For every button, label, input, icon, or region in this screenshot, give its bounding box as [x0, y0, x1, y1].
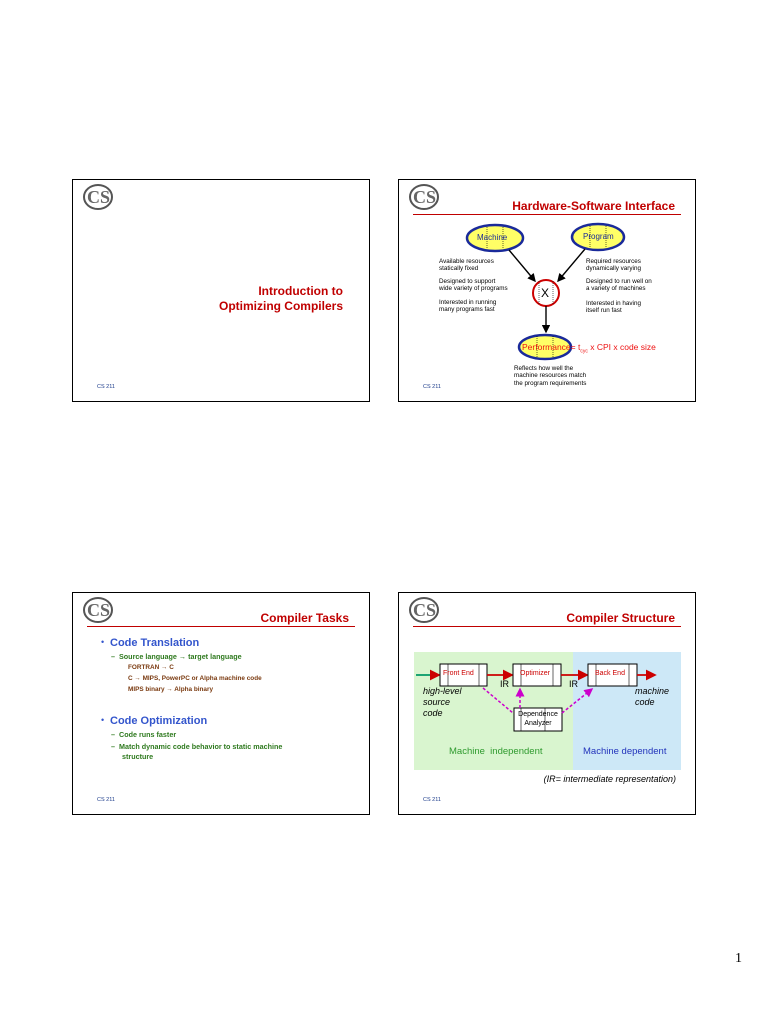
x-label: X	[541, 286, 550, 300]
machine-label: Machine	[477, 233, 508, 242]
ir-label-1: IR	[500, 679, 509, 689]
sub-code-runs-faster: – Code runs faster	[111, 730, 177, 739]
front-end-label: Front End	[443, 670, 474, 677]
bullet-code-translation: Code Translation	[110, 637, 200, 649]
machine-dependent-label: Machine dependent	[583, 746, 667, 757]
slide-footer: CS 211	[97, 384, 115, 390]
svg-text:CS: CS	[413, 600, 437, 620]
translation-item: FORTRAN → C	[128, 664, 174, 671]
bullet-dot: •	[101, 637, 105, 647]
ir-label-2: IR	[569, 679, 578, 689]
slide-introduction	[72, 179, 370, 402]
performance-formula: Performance= $t_{cyc}$ x CPI x code size	[522, 342, 656, 355]
back-end-label: Back End	[595, 670, 625, 677]
optimizer-label: Optimizer	[520, 670, 550, 677]
arrow-icon: →	[164, 686, 175, 693]
bullet-dot: •	[101, 715, 105, 725]
dependence-analyzer-label: Dependence Analyzer	[518, 711, 558, 727]
svg-text:CS: CS	[87, 600, 111, 620]
arrow-icon: →	[176, 652, 189, 661]
slide-title: Introduction to Optimizing Compilers	[218, 284, 343, 313]
slide-compiler-structure	[398, 592, 696, 815]
slide-footer: CS 211	[423, 384, 441, 390]
ir-note: (IR= intermediate representation)	[543, 774, 676, 784]
cs-logo-icon	[81, 595, 115, 625]
svg-text:CS: CS	[87, 187, 111, 207]
slide-title: Compiler Tasks	[260, 611, 349, 625]
bullet-code-optimization: Code Optimization	[110, 715, 208, 727]
translation-item: C → MIPS, PowerPC or Alpha machine code	[128, 675, 262, 682]
machine-independent-label: Machine independent	[449, 746, 543, 757]
page-number: 1	[735, 951, 742, 966]
slide-title: Hardware-Software Interface	[512, 199, 675, 213]
sub-match-dynamic: – Match dynamic code behavior to static machine structure	[111, 742, 283, 761]
translation-item: MIPS binary → Alpha binary	[128, 686, 214, 693]
slide-compiler-tasks	[72, 592, 370, 815]
sub-source-language: – Source language → target language	[111, 652, 242, 661]
arrow-icon: →	[159, 664, 170, 671]
high-level-source-code-label: high-level source code	[423, 686, 462, 718]
svg-text:CS: CS	[413, 187, 437, 207]
arrow-icon: →	[132, 675, 143, 682]
slide-hardware-software-interface: CS Hardware-Software Interface Machine Program X Available resources statically fixed Designed to support wide variety of programs Interested in running many programs fast Required resources dynamically varying Designed to run well on a variety of machines Interested in having itself run fast Performance= $t_{cyc}$ x CPI x code size Reflects how well the machine resources match the program requirements CS 211	[398, 179, 696, 402]
slide-footer: CS 211	[423, 797, 441, 803]
slide-title: Compiler Structure	[566, 611, 675, 625]
slide-footer: CS 211	[97, 797, 115, 803]
program-label: Program	[583, 232, 614, 241]
title-divider	[87, 626, 355, 627]
machine-code-label: machine code	[635, 686, 670, 707]
cs-logo-icon	[81, 182, 115, 212]
